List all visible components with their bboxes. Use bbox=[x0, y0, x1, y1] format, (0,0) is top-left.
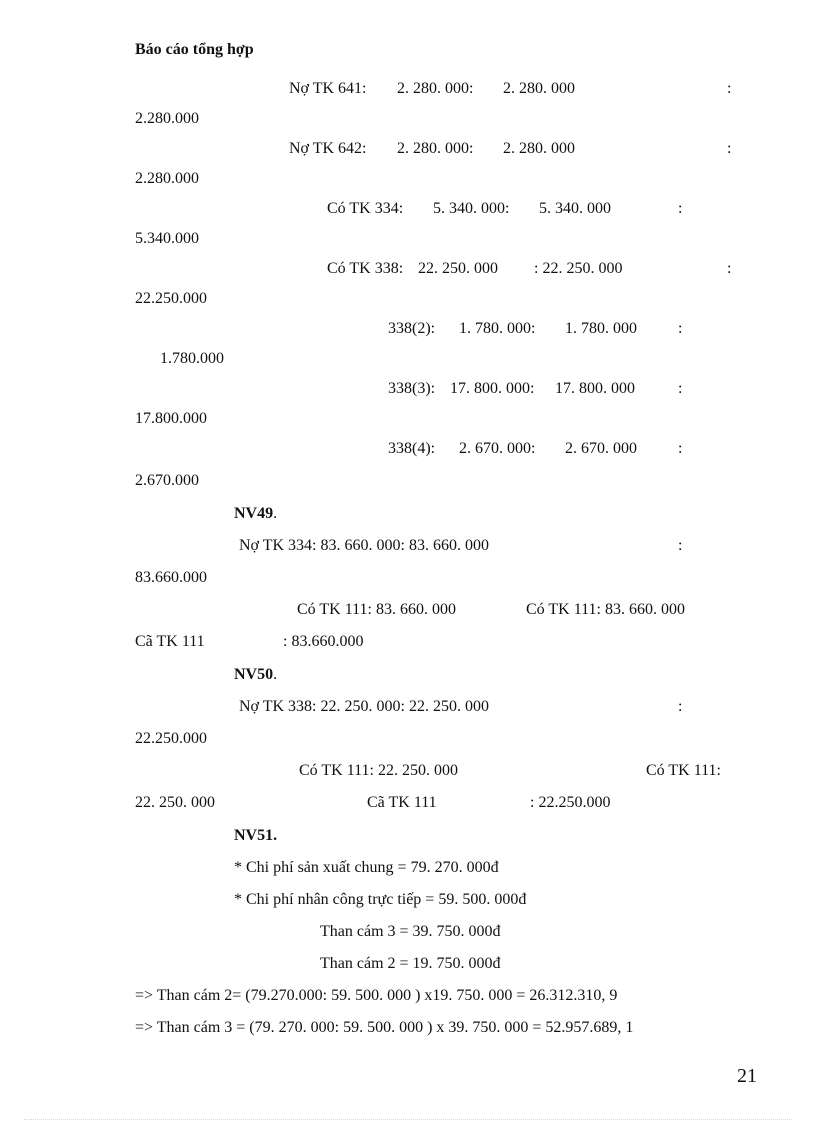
section-title: NV51. bbox=[234, 827, 278, 844]
credit-line-b: Có TK 111: 83. 660. 000 bbox=[526, 601, 685, 618]
sum-label: Cã TK 111 bbox=[367, 794, 437, 811]
entry-colon: : bbox=[678, 440, 683, 457]
entry-amount-a: 2. 670. 000: bbox=[459, 440, 536, 457]
section-title: NV50. bbox=[234, 666, 278, 683]
entry-total: 2.280.000 bbox=[135, 170, 199, 187]
entry-label: Nợ TK 642: bbox=[289, 140, 367, 157]
sum-value: : 83.660.000 bbox=[283, 633, 364, 650]
entry-total: 17.800.000 bbox=[135, 410, 207, 427]
entry-colon: : bbox=[678, 320, 683, 337]
entry-amount-b: 2. 280. 000 bbox=[503, 80, 575, 97]
calc-than-cam-2: => Than cám 2= (79.270.000: 59. 500. 000 ) x19. 750. 000 = 26.312.310, 9 bbox=[135, 987, 618, 1004]
entry-colon: : bbox=[678, 200, 683, 217]
sum-label: Cã TK 111 bbox=[135, 633, 205, 650]
calc-than-cam-3: => Than cám 3 = (79. 270. 000: 59. 500. 000 ) x 39. 750. 000 = 52.957.689, 1 bbox=[135, 1019, 634, 1036]
entry-amount-b: 2. 670. 000 bbox=[565, 440, 637, 457]
sum-value: : 22.250.000 bbox=[530, 794, 611, 811]
page-divider bbox=[24, 1119, 792, 1120]
production-overhead-line: * Chi phí sản xuất chung = 79. 270. 000đ bbox=[234, 859, 499, 876]
page-title: Báo cáo tổng hợp bbox=[135, 41, 254, 58]
entry-amount-a: 2. 280. 000: bbox=[397, 80, 474, 97]
entry-amount-a: 17. 800. 000: bbox=[450, 380, 535, 397]
credit-line-a: Có TK 111: 22. 250. 000 bbox=[299, 762, 458, 779]
debit-line: Nợ TK 334: 83. 660. 000: 83. 660. 000 bbox=[239, 537, 489, 554]
entry-amount-b: 17. 800. 000 bbox=[555, 380, 635, 397]
entry-total: 22.250.000 bbox=[135, 290, 207, 307]
entry-total: 5.340.000 bbox=[135, 230, 199, 247]
than-cam-3-line: Than cám 3 = 39. 750. 000đ bbox=[320, 923, 501, 940]
entry-total: 2.670.000 bbox=[135, 472, 199, 489]
entry-label: 338(3): bbox=[388, 380, 436, 397]
entry-amount-a: 1. 780. 000: bbox=[459, 320, 536, 337]
than-cam-2-line: Than cám 2 = 19. 750. 000đ bbox=[320, 955, 501, 972]
credit-value-b: 22. 250. 000 bbox=[135, 794, 215, 811]
entry-label: Nợ TK 641: bbox=[289, 80, 367, 97]
entry-label: 338(4): bbox=[388, 440, 436, 457]
debit-colon: : bbox=[678, 698, 683, 715]
entry-total: 1.780.000 bbox=[160, 350, 224, 367]
entry-total: 2.280.000 bbox=[135, 110, 199, 127]
entry-label: Có TK 338: bbox=[327, 260, 404, 277]
direct-labor-line: * Chi phí nhân công trực tiếp = 59. 500. 000đ bbox=[234, 891, 527, 908]
entry-colon: : bbox=[727, 80, 732, 97]
entry-label: 338(2): bbox=[388, 320, 436, 337]
entry-amount-b: : 22. 250. 000 bbox=[534, 260, 623, 277]
credit-line-a: Có TK 111: 83. 660. 000 bbox=[297, 601, 456, 618]
debit-total: 83.660.000 bbox=[135, 569, 207, 586]
debit-colon: : bbox=[678, 537, 683, 554]
page-number: 21 bbox=[737, 1065, 757, 1087]
entry-amount-a: 5. 340. 000: bbox=[433, 200, 510, 217]
debit-line: Nợ TK 338: 22. 250. 000: 22. 250. 000 bbox=[239, 698, 489, 715]
entry-colon: : bbox=[678, 380, 683, 397]
entry-colon: : bbox=[727, 260, 732, 277]
debit-total: 22.250.000 bbox=[135, 730, 207, 747]
entry-amount-a: 2. 280. 000: bbox=[397, 140, 474, 157]
section-title: NV49. bbox=[234, 505, 278, 522]
entry-colon: : bbox=[727, 140, 732, 157]
entry-amount-b: 5. 340. 000 bbox=[539, 200, 611, 217]
entry-amount-b: 2. 280. 000 bbox=[503, 140, 575, 157]
entry-amount-a: 22. 250. 000 bbox=[418, 260, 498, 277]
credit-label-b: Có TK 111: bbox=[646, 762, 721, 779]
entry-amount-b: 1. 780. 000 bbox=[565, 320, 637, 337]
entry-label: Có TK 334: bbox=[327, 200, 404, 217]
